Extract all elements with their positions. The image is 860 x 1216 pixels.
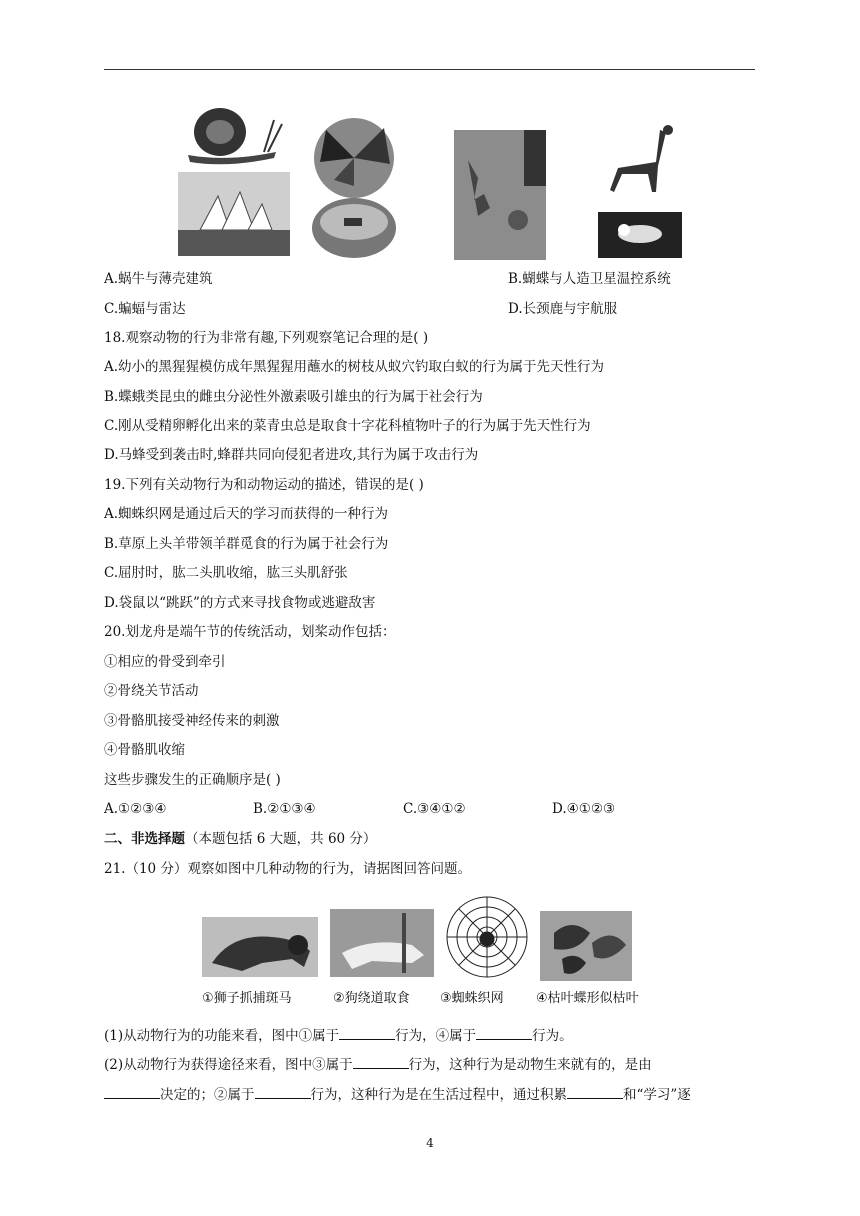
leaf-butterfly-image	[540, 911, 632, 981]
q20-step-2: ②骨绕关节活动	[104, 683, 199, 699]
q19-option-b: B.草原上头羊带领羊群觅食的行为属于社会行为	[104, 536, 389, 552]
snail-image	[188, 108, 282, 164]
dog-image	[330, 909, 434, 977]
q21-p1-text-a: (1)从动物行为的功能来看，图中①属于	[104, 1028, 340, 1044]
q19-option-d: D.袋鼠以“跳跃”的方式来寻找食物或逃避敌害	[104, 595, 376, 611]
q17-option-row-1	[104, 270, 671, 288]
q20-step-3: ③骨骼肌接受神经传来的刺激	[104, 713, 280, 729]
caption-leaf-butterfly: ④枯叶蝶形似枯叶	[536, 991, 639, 1006]
q17-option-d: D.长颈鹿与宇航服	[508, 301, 618, 317]
section-2-heading	[104, 830, 376, 848]
q18-option-d: D.马蜂受到袭击时,蜂群共同向侵犯者进攻,其行为属于攻击行为	[104, 447, 479, 463]
q18-stem: 18.观察动物的行为非常有趣,下列观察笔记合理的是( )	[104, 330, 429, 346]
butterfly-image	[314, 118, 394, 198]
spacesuit-image	[598, 212, 682, 258]
q21-part-1	[104, 1027, 573, 1045]
q20-option-a: A.①②③④	[104, 801, 167, 817]
caption-spider: ③蜘蛛织网	[440, 991, 504, 1006]
q20-stem: 20.划龙舟是端午节的传统活动，划桨动作包括：	[104, 624, 396, 640]
q21-p2-text-b: 行为，这种行为是动物生来就有的，是由	[408, 1057, 652, 1073]
page-number: 4	[426, 1136, 434, 1150]
answer-blank[interactable]	[353, 1056, 409, 1069]
lion-image	[202, 917, 318, 977]
q21-p1-text-c: 行为。	[532, 1028, 573, 1044]
q18-option-a: A.幼小的黑猩猩模仿成年黑猩猩用蘸水的树枝从蚁穴钓取白蚁的行为属于先天性行为	[104, 359, 605, 375]
q21-p3-text-c: 和“学习”逐	[623, 1087, 691, 1103]
section-2-title: 二、非选择题	[104, 831, 185, 847]
answer-blank[interactable]	[339, 1027, 395, 1040]
caption-dog: ②狗绕道取食	[333, 991, 410, 1006]
answer-blank[interactable]	[567, 1086, 623, 1099]
answer-blank[interactable]	[255, 1086, 311, 1099]
section-2-note: （本题包括 6 大题，共 60 分）	[185, 831, 377, 847]
q20-step-4: ④骨骼肌收缩	[104, 742, 185, 758]
q19-option-c: C.屈肘时，肱二头肌收缩，肱三头肌舒张	[104, 565, 348, 581]
q18-option-c: C.刚从受精卵孵化出来的菜青虫总是取食十字花科植物叶子的行为属于先天性行为	[104, 418, 591, 434]
bat-radar-image	[454, 130, 546, 260]
q20-option-c: C.③④①②	[403, 801, 466, 817]
q19-stem: 19.下列有关动物行为和动物运动的描述，错误的是( )	[104, 477, 424, 493]
bionics-figure	[178, 100, 684, 262]
q20-ask: 这些步骤发生的正确顺序是( )	[104, 772, 281, 788]
q21-p1-text-b: 行为，④属于	[395, 1028, 477, 1044]
q20-step-1: ①相应的骨受到牵引	[104, 654, 226, 670]
q17-option-row-2	[104, 300, 618, 318]
spider-web-image	[440, 893, 534, 981]
q20-option-b: B.②①③④	[253, 801, 316, 817]
q21-p2-text-a: (2)从动物行为获得途径来看，图中③属于	[104, 1057, 353, 1073]
q18-option-b: B.蝶蛾类昆虫的雌虫分泌性外激素吸引雄虫的行为属于社会行为	[104, 389, 483, 405]
q21-stem: 21.（10 分）观察如图中几种动物的行为，请据图回答问题。	[104, 861, 471, 877]
q21-part-2-cont	[104, 1086, 691, 1104]
q21-part-2	[104, 1056, 652, 1074]
caption-lion: ①狮子抓捕斑马	[202, 991, 292, 1006]
answer-blank[interactable]	[104, 1086, 160, 1099]
opera-house-image	[178, 172, 290, 256]
q17-option-c: C.蝙蝠与雷达	[104, 301, 186, 317]
header-rule	[104, 69, 755, 70]
animal-behavior-figure	[202, 893, 664, 989]
q21-p3-text-b: 行为，这种行为是在生活过程中，通过积累	[310, 1087, 567, 1103]
q21-p3-text-a: 决定的；②属于	[160, 1087, 255, 1103]
answer-blank[interactable]	[476, 1027, 532, 1040]
q17-option-a: A.蜗牛与薄壳建筑	[104, 271, 213, 287]
q17-option-b: B.蝴蝶与人造卫星温控系统	[508, 271, 671, 287]
satellite-image	[312, 198, 396, 258]
q19-option-a: A.蜘蛛织网是通过后天的学习而获得的一种行为	[104, 506, 389, 522]
giraffe-image	[594, 108, 684, 202]
q20-option-d: D.④①②③	[552, 801, 616, 817]
